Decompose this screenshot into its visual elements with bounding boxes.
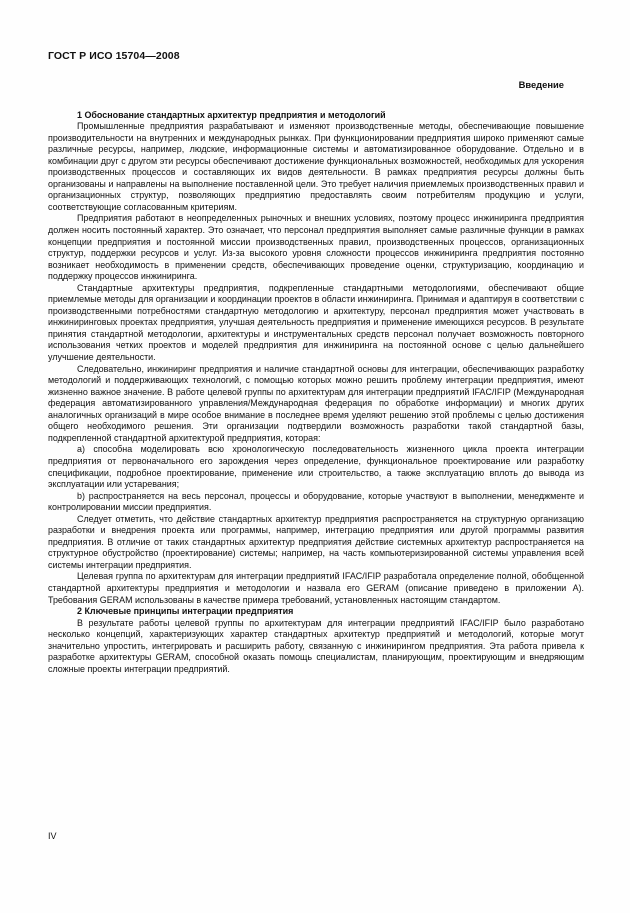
- document-body: [48, 79, 584, 675]
- standard-designation: ГОСТ Р ИСО 15704—2008: [48, 50, 180, 62]
- paragraph: Промышленные предприятия разрабатывают и изменяют производственные методы, обеспечивающие повышение производительности на внутренних и международных рынках. При функционировании предприятия широко применяют самые различные ресурсы, например, людские, информационные системы и автоматизированное оборудование. Отдельно и в комбинации друг с другом эти ресурсы обеспечивают достижение функциональных возможностей, необходимых для ускорения производственных процессов и составляющих их видов деятельности. В рамках предприятия ресурсы должны быть организованы и направлены на выполнение поставленной цели. Это требует наличия приемлемых производственных правил и организационных структур, позволяющих предприятию предоставлять своим потребителям продукцию и услуги, соответствующие согласованным критериям.: [48, 121, 584, 212]
- page-number: IV: [48, 831, 57, 841]
- list-item-a: а) способна моделировать всю хронологическую последовательность жизненного цикла проекта интеграции предприятия от первоначального его зарождения через определение, функциональное проектирование или разработку спецификации, подробное проектирование, применение или строительство, а также эксплуатацию вплоть до вывода из эксплуатации или устаревания;: [48, 444, 584, 490]
- paragraph: Целевая группа по архитектурам для интеграции предприятий IFAC/IFIP разработала определение полной, обобщенной стандартной архитектуры предприятия и методологии и назвала его GERAM (описание приведено в приложении А). Требования GERAM использованы в качестве примера требований, установленных настоящим стандартом.: [48, 571, 584, 605]
- list-item-b: b) распространяется на весь персонал, процессы и оборудование, которые участвуют в выполнении, менеджменте и контролировании миссии предприятия.: [48, 490, 584, 513]
- paragraph: Стандартные архитектуры предприятия, подкрепленные стандартными методологиями, обеспечивают общие приемлемые методы для организации и координации проектов в области инжиниринга. Принимая и адаптируя в соответствии с производственными потребностями стандартную методологию и архитектуру, персонал предприятия может участвовать в инжиниринговых проектах предприятия, улучшая деятельность предприятия и применение имеющихся ресурсов. В результате принятия стандартной методологии, архитектуры и инструментальных средств персонал получает возможность повторного использования четких проектов и моделей предприятия для инжиниринга на постоянной основе с целью дальнейшего улучшение деятельности.: [48, 282, 584, 363]
- paragraph: Следовательно, инжиниринг предприятия и наличие стандартной основы для интеграции, обеспечивающих разработку методологий и поддерживающих технологий, с помощью которых можно решить проблему интеграции предприятия, имеют жизненно важное значение. В работе целевой группы по архитектурам для интеграции предприятий IFAC/IFIP (Международная федерация автоматизированного управления/Международная федерация по обработке информации) и многих других аналогичных организаций в мире особое внимание в последнее время уделяют решению этой проблемы с целью достижения общего необходимого решения. Эти организации подтвердили возможность разработки такой стандартной базы, подкрепленной стандартной архитектурой предприятия, которая:: [48, 363, 584, 443]
- section-heading-1: 1 Обоснование стандартных архитектур предприятия и методологий: [77, 109, 386, 120]
- paragraph: В результате работы целевой группы по архитектурам для интеграции предприятий IFAC/IFIP было разработано несколько концепций, характеризующих характер стандартных архитектур предприятий и методологий, которые могут значительно упростить, интегрировать и расширить работу, связанную с инжинирингом предприятия. Эта работа привела к разработке архитектуры GERAM, способной оказать помощь специалистам, планирующим, проектирующим и внедряющим сложные проекты интеграции предприятий.: [48, 617, 584, 674]
- section-heading-2: 2 Ключевые принципы интеграции предприятия: [77, 606, 294, 617]
- page-title: Введение: [518, 79, 564, 90]
- paragraph: Следует отметить, что действие стандартных архитектур предприятия распространяется на структурную организацию разработки и внедрения проекта или программы, например, интеграцию предприятия или другой программы развития предприятия. В отличие от таких стандартных архитектур предприятия действие системных архитектур распространяется на структурное обустройство (проектирование) системы; например, на часть компьютеризированной системы управления всей системы интеграции предприятия.: [48, 513, 584, 570]
- paragraph: Предприятия работают в неопределенных рыночных и внешних условиях, поэтому процесс инжиниринга предприятия должен носить постоянный характер. Это означает, что персонал предприятия выполняет самые различные функции в рамках концепции предприятия и постоянной миссии производственных правил, производственных процессов, организационных структур, поддержки ресурсов и услуг. Из-за высокого уровня сложности процессов инжиниринга предприятия постоянно возникает необходимость в применении средств, обеспечивающих проведение оценки, структуризацию, координацию и поддержку процессов инжиниринга.: [48, 213, 584, 282]
